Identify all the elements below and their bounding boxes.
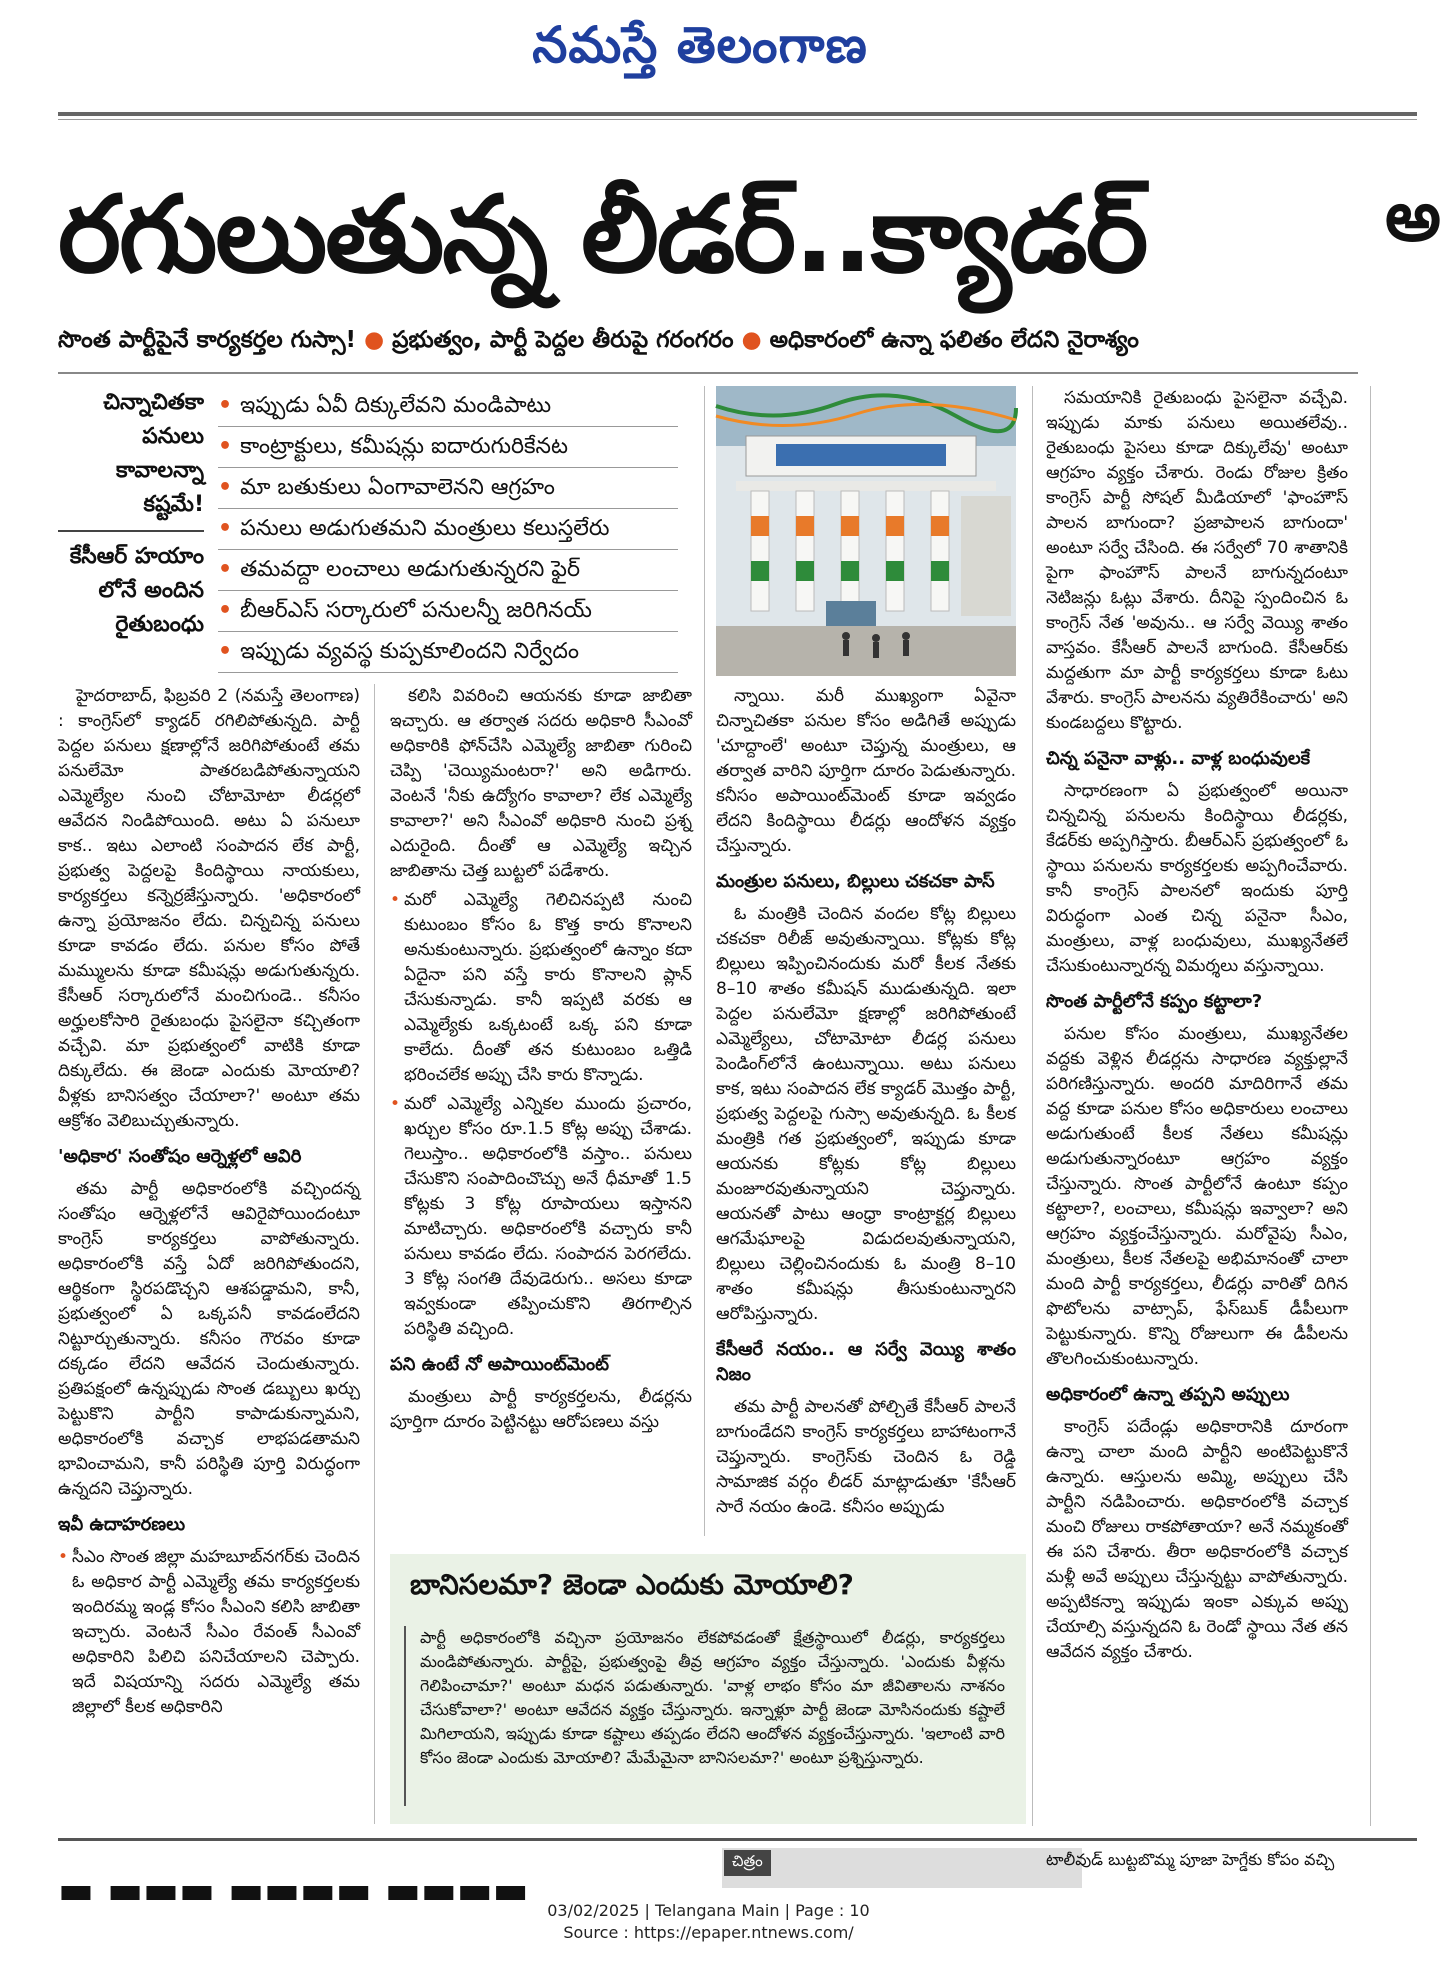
main-headline: రగులుతున్న లీడర్..క్యాడర్ bbox=[58, 173, 1147, 296]
bullet-icon: • bbox=[218, 598, 233, 623]
top-rule-thin bbox=[58, 119, 1417, 120]
subheadline-2: ప్రభుత్వం, పార్టీ పెద్దల తీరుపై గరంగరం bbox=[392, 327, 734, 353]
subheadline-3: అధికారంలో ఉన్నా ఫలితం లేదని నైరాశ్యం bbox=[769, 327, 1139, 353]
paragraph: మంత్రులు పార్టీ కార్యకర్తలను, లీడర్లను పూర్తిగా దూరం పెట్టినట్టు ఆరోపణలు వస్తు bbox=[390, 1387, 692, 1432]
highlight-item: • తమవద్దా లంచాలు అడుగుతున్నరని ఫైర్ bbox=[218, 550, 678, 591]
bullet-icon: • bbox=[218, 475, 233, 500]
pull-quote-divider bbox=[58, 530, 204, 532]
section-heading: అధికారంలో ఉన్నా తప్పని అప్పులు bbox=[1046, 1384, 1290, 1405]
paragraph: కాంగ్రెస్ పదేండ్లు అధికారానికి దూరంగా ఉన్నా చాలా మంది పార్టీని అంటిపెట్టుకొనే ఉన్నారు. ఆస్తులను అమ్మి, అప్పులు చేసి పార్టీని నడిపించారు. అధికారంలోకి వచ్చాక మంచి రోజులు రాకపోతాయా? అనే నమ్మకంతో ఈ పని చేశారు. తీరా అధికారంలోకి వచ్చాక మళ్లీ అవే అప్పులు చేస్తున్నట్టు వాపోతున్నారు. అప్పటికన్నా ఇప్పుడు ఇంకా ఎక్కువ అప్పు చేయాల్సి వస్తున్నదని ఓ రెండో స్థాయి నేత తన ఆవేదన వ్యక్తం చేశారు. bbox=[1046, 1417, 1348, 1662]
highlight-item: • బీఆర్ఎస్ సర్కారులో పనులన్నీ జరిగినయ్ bbox=[218, 591, 678, 632]
paragraph: సమయానికి రైతుబంధు పైసలైనా వచ్చేవి. ఇప్పుడు మాకు పనులు అయితలేవు.. రైతుబంధు పైసలు కూడా దిక్కులేవు' అంటూ ఆగ్రహం వ్యక్తం చేశారు. రెండు రోజుల క్రితం కాంగ్రెస్ పార్టీ సోషల్ మీడియాలో 'ఫాంహౌస్ పాలన బాగుందా? ప్రజాపాలన బాగుందా' అంటూ సర్వే చేసింది. ఈ సర్వేలో 70 శాతానికి పైగా ఫాంహౌస్ పాలనే బాగున్నదంటూ నెటిజన్లు ఓట్లు వేశారు. దీనిపై స్పందించిన ఓ కాంగ్రెస్ నేత 'అవును.. ఆ సర్వే వెయ్యి శాతం వాస్తవం. కేసీఆర్ పాలనే బాగుంది. కేసీఆర్‌కు మద్దతుగా మా పార్టీ కార్యకర్తలు కూడా ఓటు వేశారు. కాంగ్రెస్ పాలనను వ్యతిరేకించారు' అని కుండబద్దలు కొట్టారు. bbox=[1046, 388, 1348, 733]
pull-quote-1: చిన్నాచితకా పనులు కావాలన్నా కష్టమే! bbox=[103, 390, 204, 517]
footer-source[interactable]: Source : https://epaper.ntnews.com/ bbox=[563, 1923, 854, 1942]
bullet-icon: • bbox=[218, 434, 233, 459]
highlight-bullets bbox=[218, 386, 678, 673]
section-heading: మంత్రుల పనులు, బిల్లులు చకచకా పాస్ bbox=[716, 871, 995, 892]
sidebar-box bbox=[390, 1554, 1026, 1824]
highlight-item: • ఇప్పుడు ఏవీ దిక్కులేవని మండిపాటు bbox=[218, 386, 678, 427]
paragraph: పనుల కోసం మంత్రులు, ముఖ్యనేతల వద్దకు వెళ్లిన లీడర్లను సాధారణ వ్యక్తుల్లానే పరిగణిస్తున్నారు. అందరి మాదిరిగానే తమ వద్ద కూడా పనుల కోసం అధికారులు లంచాలు అడుగుతుంటే కీలక నేతలు కమీషన్లు అడుగుతున్నారంటూ ఆగ్రహం వ్యక్తం చేస్తున్నారు. సొంత పార్టీలోనే ఉంటూ కప్పం కట్టాలా?, లంచాలు, కమీషన్లు ఇవ్వాలా? అని ఆగ్రహం వ్యక్తంచేస్తున్నారు. మరోవైపు సీఎం, మంత్రులు, కీలక నేతలపై అభిమానంతో చాలా మంది పార్టీ కార్యకర్తలు, లీడర్లు వారితో దిగిన ఫొటోలను వాట్సాప్, ఫేస్‌బుక్ డీపీలుగా పెట్టుకున్నారు. కొన్ని రోజులుగా ఈ డీపీలను తొలగించుకుంటున్నారు. bbox=[1046, 1024, 1348, 1369]
highlight-item: • కాంట్రాక్టులు, కమీషన్లు ఐదారుగురికేనట bbox=[218, 427, 678, 468]
bullet-paragraph: • మరో ఎమ్మెల్యే ఎన్నికల ముందు ప్రచారం, ఖర్చుల కోసం రూ.1.5 కోట్ల అప్పు చేశాడు. గెలుస్తాం.. అధికారంలోకి వస్తాం.. పనులు చేసుకొని సంపాదించొచ్చు అనే ధీమాతో 1.5 కోట్లకు 3 కోట్ల రూపాయలు ఇస్తానని మాటిచ్చారు. అధికారంలోకి వచ్చారు కానీ పనులు కావడం లేదు. సంపాదన పెరగలేదు. 3 కోట్ల సంగతి దేవుడెరుగు.. అసలు కూడా ఇవ్వకుండా తప్పించుకొని తిరగాల్సిన పరిస్థితి వచ్చింది. bbox=[390, 1092, 692, 1342]
section-heading: సొంత పార్టీలోనే కప్పం కట్టాలా? bbox=[1046, 991, 1263, 1012]
sidebar-box-title: బానిసలమా? జెండా ఎందుకు మోయాలి? bbox=[410, 1568, 854, 1601]
column-divider bbox=[1370, 386, 1371, 1826]
article-column-2 bbox=[390, 684, 692, 1454]
bullet-paragraph: • మరో ఎమ్మెల్యే గెలిచినప్పటి నుంచి కుటుంబం కోసం ఓ కొత్త కారు కొనాలని అనుకుంటున్నారు. ప్రభుత్వంలో ఉన్నాం కదా ఏదైనా పని వస్తే కారు కొనాలని ప్లాన్ చేసుకున్నాడు. కానీ ఇప్పటి వరకు ఆ ఎమ్మెల్యేకు ఒక్కటంటే ఒక్క పని కూడా కాలేదు. దీంతో తన కుటుంబం ఒత్తిడి భరించలేక అప్పు చేసి కారు కొన్నాడు. bbox=[390, 888, 692, 1088]
paragraph: న్నాయి. మరీ ముఖ్యంగా ఏవైనా చిన్నాచితకా పనుల కోసం అడిగితే అప్పుడు 'చూద్దాంలే' అంటూ చెప్తున్న మంత్రులు, ఆ తర్వాత వారిని పూర్తిగా దూరం పెడుతున్నారు. కనీసం అపాయింట్‌మెంట్ కూడా ఇవ్వడం లేదని కిందిస్థాయి లీడర్లు ఆందోళన వ్యక్తం చేస్తున్నారు. bbox=[716, 686, 1016, 856]
photo-credit-label: చిత్రం bbox=[724, 1850, 771, 1876]
bullet-dot-icon: ● bbox=[364, 327, 385, 353]
cut-off-headline: ▬ ▬▬▬ ▬▬▬▬ ▬▬▬▬ bbox=[58, 1868, 529, 1912]
news-photo-gandhi-bhavan bbox=[716, 386, 1016, 676]
highlight-item: • పనులు అడుగుతమని మంత్రులు కలుస్తలేరు bbox=[218, 509, 678, 550]
section-heading: కేసీఆరే నయం.. ఆ సర్వే వెయ్యి శాతం నిజం bbox=[716, 1339, 1016, 1385]
highlight-item: • ఇప్పుడు వ్యవస్థ కుప్పకూలిందని నిర్వేదం bbox=[218, 632, 678, 673]
next-story-text: టాలీవుడ్ బుట్టబొమ్మ పూజా హెగ్డేకు కోపం వచ్చి bbox=[1046, 1850, 1335, 1869]
footer-date-page: 03/02/2025 | Telangana Main | Page : 10 bbox=[547, 1901, 870, 1920]
paragraph: తమ పార్టీ పాలనతో పోల్చితే కేసీఆర్ పాలనే బాగుండేదని కాంగ్రెస్ కార్యకర్తలు బాహాటంగానే చెప్తున్నారు. కాంగ్రెస్‌కు చెందిన ఓ రెడ్డి సామాజిక వర్గం లీడర్ మాట్లాడుతూ 'కేసీఆర్ సారే నయం ఉండె. కనీసం అప్పుడు bbox=[716, 1397, 1016, 1517]
bullet-icon: • bbox=[218, 639, 233, 664]
bullet-icon: • bbox=[218, 516, 233, 541]
sidebar-box-text: పార్టీ అధికారంలోకి వచ్చినా ప్రయోజనం లేకపోవడంతో క్షేత్రస్థాయిలో లీడర్లు, కార్యకర్తలు మండిపోతున్నారు. పార్టీపై, ప్రభుత్వంపై తీవ్ర ఆగ్రహం వ్యక్తం చేస్తున్నారు. 'ఎందుకు వీళ్లను గెలిపించామా?' అంటూ మధన పడుతున్నారు. 'వాళ్ల లాభం కోసం మా జీవితాలను నాశనం చేసుకోవాలా?' అంటూ ఆవేదన వ్యక్తం చేస్తున్నారు. ఇన్నాళ్లూ పార్టీ జెండా మోసినందుకు కష్టాలే మిగిలాయని, ఇప్పుడు కూడా కష్టాలు తప్పడం లేదని ఆందోళన వ్యక్తంచేస్తున్నారు. 'ఇలాంటి వారి కోసం జెండా ఎందుకు మోయాలి? మేమేమైనా బానిసలమా?' అంటూ ప్రశ్నిస్తున్నారు. bbox=[420, 1628, 1005, 1767]
paragraph: ఓ మంత్రికి చెందిన వందల కోట్ల బిల్లులు చకచకా రిలీజ్ అవుతున్నాయి. కోట్లకు కోట్ల బిల్లులు ఇప్పించినందుకు మరో కీలక నేతకు 8–10 శాతం కమీషన్ ముడుతున్నది. ఇలా పెద్దల పనులేమో క్షణాల్లో జరిగిపోతుంటే ఎమ్మెల్యేలు, చోటామోటా లీడర్ల పనులు పెండింగ్‌లోనే ఉంటున్నాయి. అటు పనులు కాక, ఇటు సంపాదన లేక క్యాడర్ మొత్తం పార్టీ, ప్రభుత్వ పెద్దలపై గుస్సా అవుతున్నది. ఓ కీలక మంత్రికి గత ప్రభుత్వంలో, ఇప్పుడు కూడా ఆయనకు కోట్లకు కోట్ల బిల్లులు మంజూరవుతున్నాయని చెప్తున్నారు. ఆయనతో పాటు ఆంధ్రా కాంట్రాక్టర్ల బిల్లులు ఆగమేఘాలపై విడుదలవుతున్నాయని, బిల్లులు చెల్లించినందుకు ఓ మంత్రి 8–10 శాతం కమీషన్లు తీసుకుంటున్నారని ఆరోపిస్తున్నారు. bbox=[716, 904, 1016, 1324]
pull-quote-box bbox=[58, 386, 204, 676]
section-heading: 'అధికార' సంతోషం ఆర్నెళ్లలో ఆవిరి bbox=[58, 1146, 302, 1167]
paragraph: సాధారణంగా ఏ ప్రభుత్వంలో అయినా చిన్నచిన్న పనులను కిందిస్థాయి లీడర్లకు, కేడర్‌కు అప్పగిస్తారు. బీఆర్ఎస్ ప్రభుత్వంలో ఓ స్థాయి పనులను కార్యకర్తలకు అప్పగించేవారు. కానీ కాంగ్రెస్ పాలనలో ఇందుకు పూర్తి విరుద్ధంగా ఎంత చిన్న పనైనా సీఎం, మంత్రులు, వాళ్ల బంధువులు, ముఖ్యనేతలే చేసుకుంటున్నారన్న విమర్శలు వస్తున్నాయి. bbox=[1046, 781, 1348, 976]
highlight-item: • మా బతుకులు ఏంగావాలెనని ఆగ్రహం bbox=[218, 468, 678, 509]
bullet-paragraph: • సీఎం సొంత జిల్లా మహబూబ్‌నగర్‌కు చెందిన ఓ అధికార పార్టీ ఎమ్మెల్యే తమ కార్యకర్తలకు ఇందిరమ్మ ఇండ్ల కోసం సీఎంని కలిసి జాబితా ఇచ్చారు. వెంటనే సీఎం రేవంత్ సీఎంవో అధికారిని పిలిచి పనిచేయాలని చెప్పారు. ఇదే విషయాన్ని సదరు ఎమ్మెల్యే తమ జిల్లాలో కీలక అధికారిని bbox=[58, 1545, 360, 1720]
paragraph: తమ పార్టీ అధికారంలోకి వచ్చిందన్న సంతోషం ఆర్నెళ్లలోనే ఆవిరైపోయిందంటూ కాంగ్రెస్ కార్యకర్తలు వాపోతున్నారు. అధికారంలోకి వస్తే ఏదో జరిగిపోతుందని, ఆర్థికంగా స్థిరపడొచ్చని ఆశపడ్డామని, కానీ, ప్రభుత్వంలో ఏ ఒక్కపనీ కావడంలేదని నిట్టూర్చుతున్నారు. కనీసం గౌరవం కూడా దక్కడం లేదని ఆవేదన చెందుతున్నారు. ప్రతిపక్షంలో ఉన్నప్పుడు సొంత డబ్బులు ఖర్చు పెట్టుకొని పార్టీని కాపాడుకున్నామని, అధికారంలోకి వచ్చాక లాభపడతామని భావించామని, కానీ పరిస్థితి పూర్తి విరుద్ధంగా ఉన్నదని చెప్తున్నారు. bbox=[58, 1179, 360, 1499]
newspaper-logo: నమస్తే తెలంగాణ bbox=[532, 15, 868, 74]
adjacent-headline-fragment: అ bbox=[1385, 175, 1441, 257]
top-rule bbox=[58, 112, 1417, 116]
paragraph: కలిసి వివరించి ఆయనకు కూడా జాబితా ఇచ్చారు. ఆ తర్వాత సదరు అధికారి సీఎంవో అధికారికి ఫోన్‌చేసి ఎమ్మెల్యే జాబితా గురించి చెప్పి 'చెయ్యిమంటరా?' అని అడిగారు. వెంటనే 'నీకు ఉద్యోగం కావాలా? లేక ఎమ్మెల్యే కావాలా?' అని సీఎంవో అధికారి నుంచి ప్రశ్న ఎదురైంది. దీంతో ఆ ఎమ్మెల్యే ఇచ్చిన జాబితాను చెత్త బుట్టలో పడేశారు. bbox=[390, 686, 692, 881]
section-heading: పని ఉంటే నో అపాయింట్‌మెంట్ bbox=[390, 1354, 609, 1375]
article-column-1 bbox=[58, 684, 360, 1824]
bullet-dot-icon: ● bbox=[741, 327, 762, 353]
article-column-3 bbox=[716, 684, 1016, 1524]
column-divider bbox=[374, 684, 375, 1824]
pull-quote-2: కేసీఆర్ హయాం లోనే అందిన రైతుబంధు bbox=[69, 544, 204, 637]
bottom-rule bbox=[58, 1838, 1417, 1841]
page-footer bbox=[0, 1900, 1417, 1944]
paragraph: హైదరాబాద్, ఫిబ్రవరి 2 (నమస్తే తెలంగాణ) : కాంగ్రెస్‌లో క్యాడర్ రగిలిపోతున్నది. పార్టీ పెద్దల పనులు క్షణాల్లోనే జరిగిపోతుంటే తమ పనులేమో పాతరబడిపోతున్నాయని ఎమ్మెల్యేల నుంచి చోటామోటా లీడర్లలో ఆవేదన నిండిపోయింది. అటు ఏ పనులూ కాక.. ఇటు ఎలాంటి సంపాదన లేక పార్టీ, ప్రభుత్వ పెద్దలపై కిందిస్థాయి నాయకులు, కార్యకర్తలు కన్నెర్రజేస్తున్నారు. 'అధికారంలో ఉన్నా ప్రయోజనం లేదు. చిన్నచిన్న పనులు కూడా కావడం లేదు. పనుల కోసం పోతే మమ్ములను కూడా కమీషన్లు అడుగుతున్నరు. కేసీఆర్ సర్కారులోనే మంచిగుండె.. కనీసం అర్హులకోసారి రైతుబంధు పైసలైనా కచ్చితంగా వచ్చేవి. మా ప్రభుత్వంలో వాటికి కూడా దిక్కులేదు. ఈ జెండా ఎందుకు మోయాలి? వీళ్లకు బానిసత్వం చేయాలా?' అంటూ తమ ఆక్రోశం వెలిబుచ్చుతున్నారు. bbox=[58, 686, 360, 1131]
bullet-icon: • bbox=[218, 557, 233, 582]
subheadline-row bbox=[58, 327, 1348, 367]
column-divider bbox=[704, 386, 705, 1536]
bullet-icon: • bbox=[218, 393, 233, 418]
masthead bbox=[0, 0, 1417, 90]
column-divider bbox=[1032, 386, 1033, 1826]
article-column-4 bbox=[1046, 386, 1348, 1826]
section-heading: ఇవీ ఉదాహరణలు bbox=[58, 1514, 186, 1535]
sidebar-box-rule bbox=[404, 1626, 406, 1806]
next-story-photo bbox=[722, 1848, 1082, 1888]
section-heading: చిన్న పనైనా వాళ్లు.. వాళ్ల బంధువులకే bbox=[1046, 748, 1310, 769]
subheadline-1: సొంత పార్టీపైనే కార్యకర్తల గుస్సా! bbox=[58, 327, 357, 353]
subheadline-rule bbox=[58, 372, 1358, 374]
